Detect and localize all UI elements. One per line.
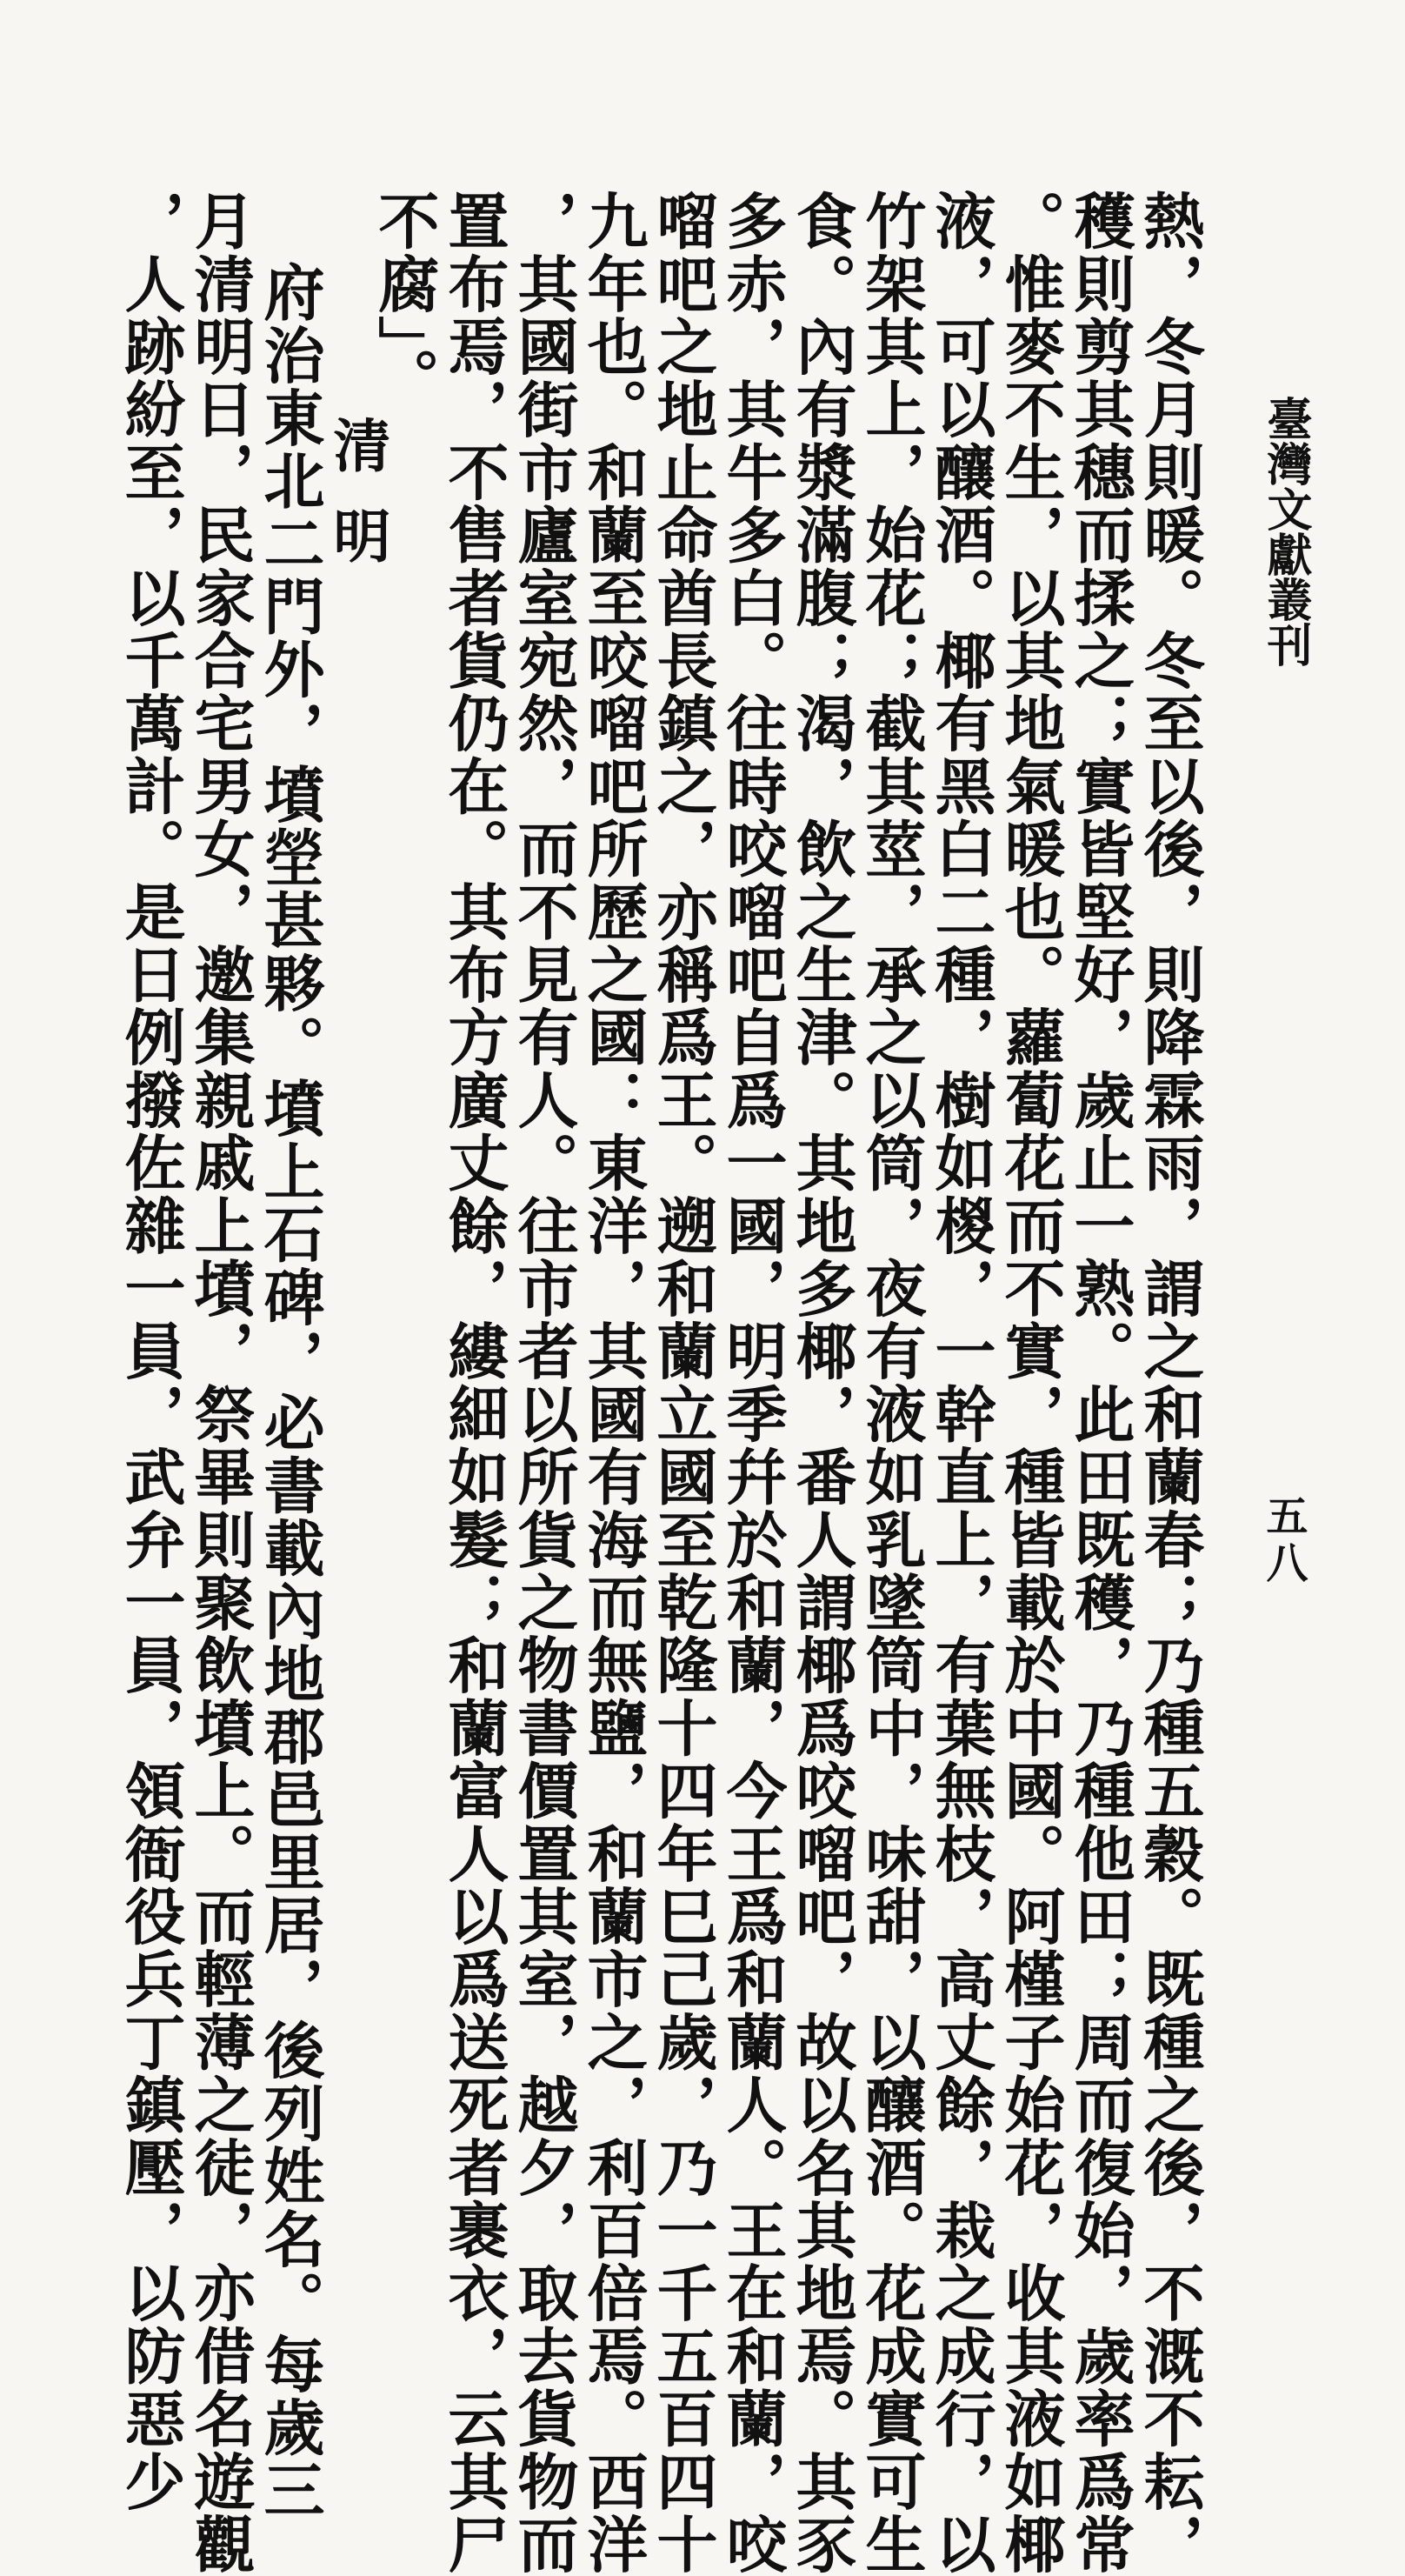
section-text-column: 府治東北二門外，墳塋甚夥。墳上石碑，必書載內地郡邑里居，後列姓名。每歲三 [254, 261, 326, 2522]
page-number: 五八 [1259, 1494, 1308, 1588]
text-column: 熱，冬月則暖。冬至以後，則降霖雨，謂之和蘭春；乃種五穀。既種之後，不溉不耘， [1134, 190, 1206, 2576]
text-column: 置布焉，不售者貨仍在。其布方廣丈餘，縷細如髮；和蘭富人以爲送死者裹衣，云其尸 [438, 190, 510, 2576]
text-column: 不腐」。 [369, 190, 441, 410]
text-column: 液，可以釀酒。椰有黑白二種，樹如椶，一幹直上，有葉無枝，高丈餘，栽之成行，以 [925, 190, 997, 2576]
text-column: 。惟麥不生，以其地氣暖也。蘿蔔花而不實，種皆載於中國。阿槿子始花，收其液如椰 [995, 190, 1067, 2576]
text-column: ，其國街市廬室宛然，而不見有人。往市者以所貨之物書價置其室，越夕，取去貨物而 [508, 190, 580, 2576]
section-text-column: ，人跡紛至，以千萬計。是日例撥佐雜一員，武弁一員，領衙役兵丁鎮壓，以防惡少 [115, 190, 187, 2513]
text-column: 九年也。和蘭至咬𠺕吧所歷之國：東洋，其國有海而無鹽，和蘭市之，利百倍焉。西洋 [577, 190, 649, 2576]
text-column: 食。內有漿滿腹；渴，飲之生津。其地多椰，番人謂椰爲咬𠺕吧，故以名其地焉。其豕 [786, 190, 858, 2576]
text-column: 多赤，其牛多白。往時咬𠺕吧自爲一國，明季幷於和蘭，今王爲和蘭人。王在和蘭，咬 [716, 190, 789, 2576]
running-head: 臺灣文獻叢刊 [1259, 396, 1312, 667]
text-column: 竹架其上，始花；截其莖，承之以筒，夜有液如乳墜筒中，味甜，以釀酒。花成實可生 [856, 190, 928, 2576]
text-column: 穫則剪其穗而揉之；實皆堅好，歲止一熟。此田既穫，乃種他田；周而復始，歲率爲常 [1064, 190, 1136, 2576]
section-text-column: 月清明日，民家合宅男女，邀集親戚上墳，祭畢則聚飲墳上。而輕薄之徒，亦借名遊觀 [184, 190, 256, 2576]
section-title: 清明 [323, 416, 391, 597]
text-column: 𠺕吧之地止命酋長鎮之，亦稱爲王。遡和蘭立國至乾隆十四年巳己歲，乃一千五百四十 [647, 190, 719, 2576]
